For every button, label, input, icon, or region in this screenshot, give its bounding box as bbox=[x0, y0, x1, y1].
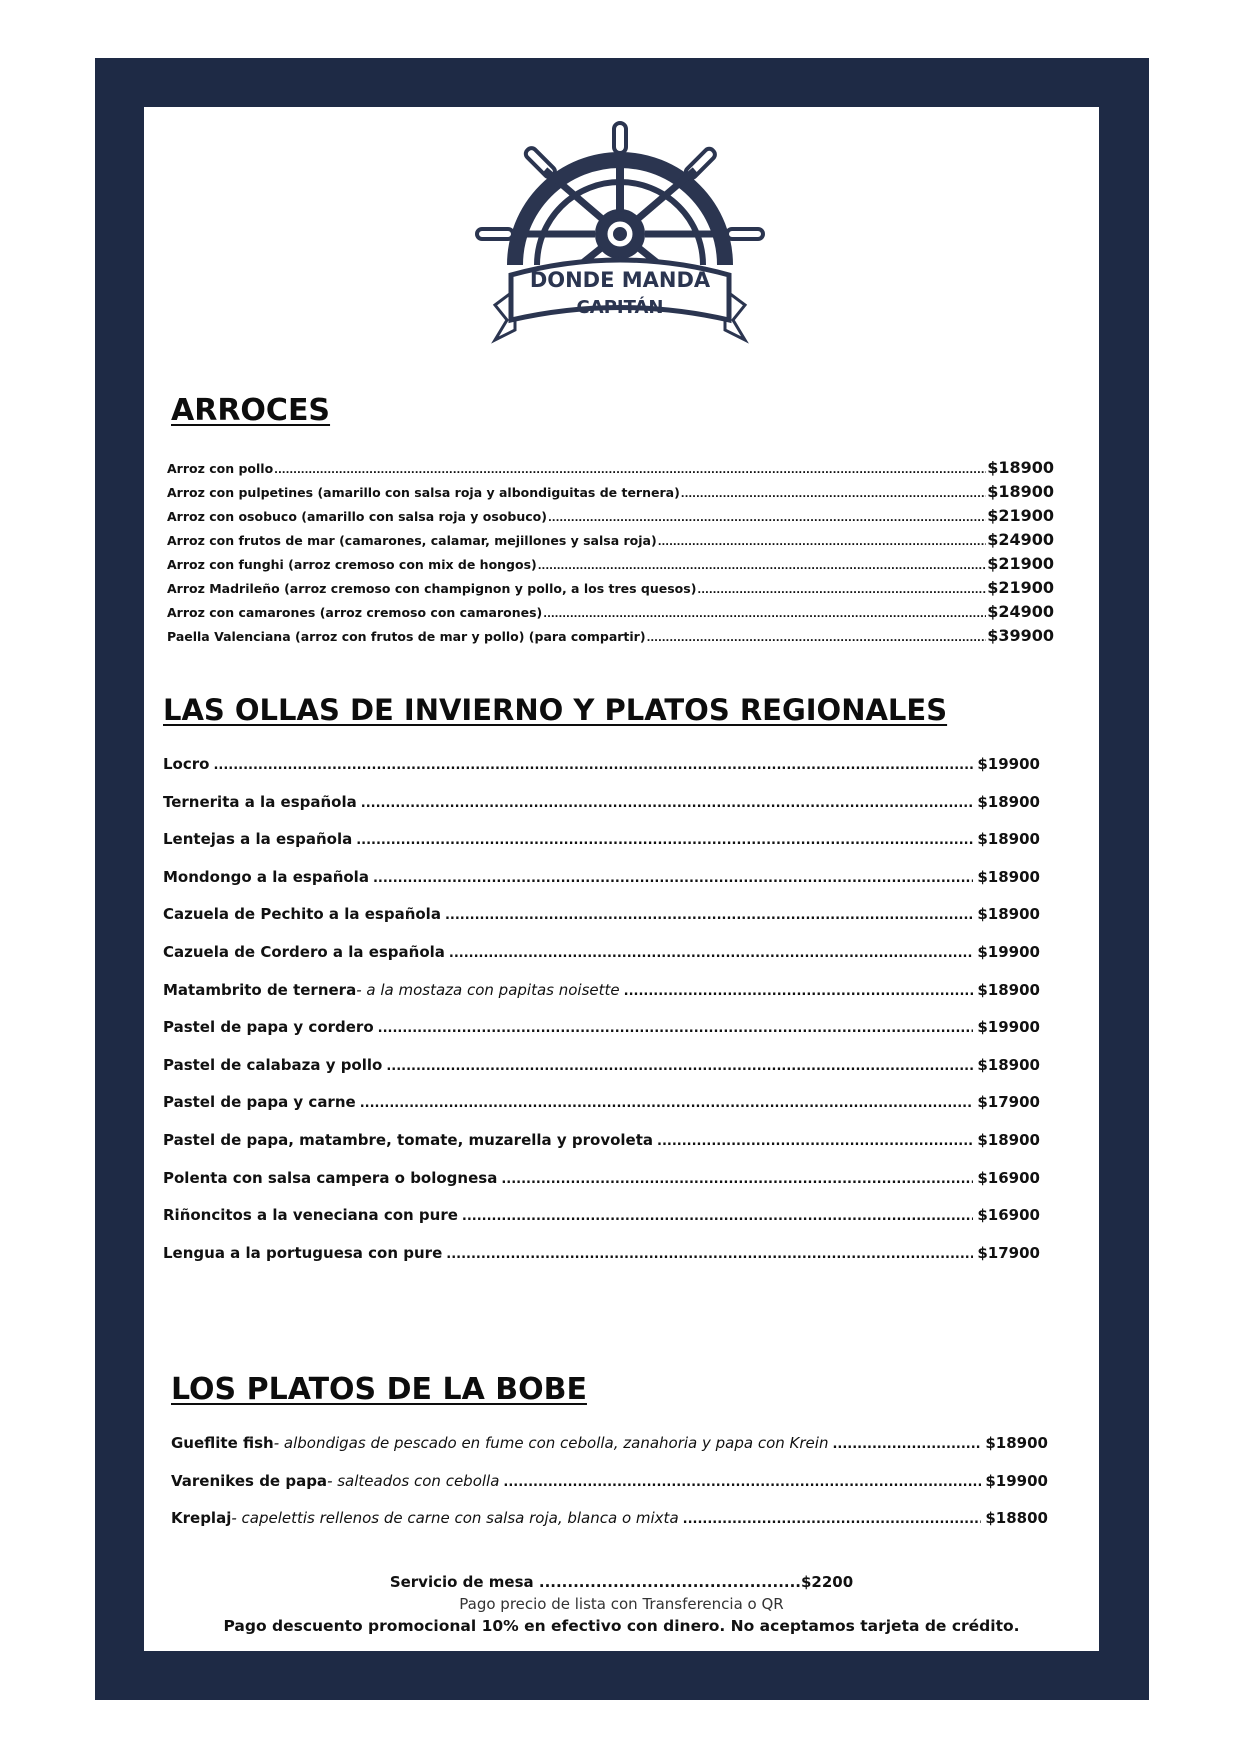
menu-item bbox=[163, 905, 1040, 943]
menu-item-name: Cazuela de Cordero a la española bbox=[163, 942, 445, 961]
menu-item bbox=[163, 830, 1040, 868]
section-title-arroces: ARROCES bbox=[171, 393, 331, 428]
arroces-list bbox=[167, 458, 1054, 650]
menu-item-name: Mondongo a la española bbox=[163, 867, 369, 886]
menu-item-price: $24900 bbox=[987, 602, 1054, 621]
menu-item-price: $18900 bbox=[977, 905, 1040, 924]
menu-item-price: $18900 bbox=[977, 830, 1040, 849]
menu-item-price: $18900 bbox=[977, 792, 1040, 811]
dot-leader bbox=[538, 561, 986, 572]
menu-item-name: Arroz con frutos de mar (camarones, calamar, mejillones y salsa roja) bbox=[167, 533, 657, 548]
dot-leader bbox=[462, 1209, 973, 1224]
dot-leader bbox=[543, 609, 986, 620]
dot-leader bbox=[213, 758, 973, 773]
menu-item-name: Arroz con camarones (arroz cremoso con camarones) bbox=[167, 605, 543, 620]
menu-item-price: $18900 bbox=[977, 980, 1040, 999]
menu-item-name: Arroz Madrileño (arroz cremoso con champignon y pollo, a los tres quesos) bbox=[167, 581, 697, 596]
menu-item-price: $19900 bbox=[985, 1471, 1048, 1490]
menu-item-name: Gueflite fish bbox=[171, 1434, 274, 1452]
dot-leader bbox=[548, 513, 986, 524]
menu-item-price: $18900 bbox=[985, 1434, 1048, 1452]
menu-item-name: Lengua a la portuguesa con pure bbox=[163, 1243, 443, 1262]
menu-item-description: - salteados con cebolla bbox=[327, 1471, 500, 1490]
menu-item bbox=[167, 578, 1054, 602]
ship-wheel-icon bbox=[475, 115, 765, 345]
section-title-ollas: LAS OLLAS DE INVIERNO Y PLATOS REGIONALES bbox=[163, 693, 948, 727]
menu-item-name: Arroz con pollo bbox=[167, 461, 274, 476]
menu-item-price: $18900 bbox=[987, 482, 1054, 501]
menu-item bbox=[163, 868, 1040, 906]
menu-item bbox=[163, 1169, 1040, 1207]
menu-item-name: Polenta con salsa campera o bolognesa bbox=[163, 1168, 498, 1187]
dot-leader bbox=[378, 1021, 974, 1036]
discount-note: Pago descuento promocional 10% en efectivo con dinero. No aceptamos tarjeta de crédito. bbox=[223, 1617, 1020, 1635]
menu-item-name: Cazuela de Pechito a la española bbox=[163, 905, 441, 924]
menu-item bbox=[171, 1434, 1048, 1472]
menu-item-name: Ternerita a la española bbox=[163, 792, 357, 811]
dot-leader bbox=[446, 1247, 973, 1262]
menu-item-description: - capelettis rellenos de carne con salsa roja, blanca o mixta bbox=[231, 1509, 679, 1528]
menu-item-price: $16900 bbox=[977, 1168, 1040, 1187]
menu-item bbox=[163, 1206, 1040, 1244]
dot-leader bbox=[657, 1134, 973, 1149]
menu-item-name: Lentejas a la española bbox=[163, 830, 353, 849]
menu-item bbox=[163, 981, 1040, 1019]
menu-item-name: Arroz con osobuco (amarillo con salsa roja y osobuco) bbox=[167, 509, 547, 524]
logo-line2: CAPITÁN bbox=[576, 297, 664, 318]
dot-leader bbox=[356, 833, 973, 848]
menu-item bbox=[167, 482, 1054, 506]
menu-item-name: Pastel de calabaza y pollo bbox=[163, 1055, 383, 1074]
dot-leader bbox=[832, 1437, 981, 1452]
dot-leader bbox=[624, 984, 974, 999]
dot-leader bbox=[274, 465, 986, 476]
dot-leader bbox=[360, 1096, 974, 1111]
menu-item-name: Arroz con funghi (arroz cremoso con mix de hongos) bbox=[167, 557, 537, 572]
service-line bbox=[144, 1573, 1099, 1591]
menu-item-price: $24900 bbox=[987, 530, 1054, 549]
menu-item-price: $19900 bbox=[977, 755, 1040, 773]
section-title-bobe: LOS PLATOS DE LA BOBE bbox=[171, 1372, 587, 1407]
menu-item-name: Locro bbox=[163, 755, 210, 773]
payment-note: Pago precio de lista con Transferencia o QR bbox=[459, 1595, 784, 1613]
menu-item bbox=[163, 755, 1040, 793]
dot-leader bbox=[683, 1512, 982, 1527]
menu-item bbox=[167, 602, 1054, 626]
menu-item-price: $17900 bbox=[977, 1243, 1040, 1262]
service-price: $2200 bbox=[801, 1573, 854, 1591]
bobe-list bbox=[171, 1434, 1048, 1547]
menu-item-price: $16900 bbox=[977, 1206, 1040, 1225]
menu-item bbox=[163, 1093, 1040, 1131]
menu-item-name: Pastel de papa, matambre, tomate, muzarella y provoleta bbox=[163, 1130, 654, 1149]
menu-item-price: $21900 bbox=[987, 578, 1054, 597]
menu-item bbox=[171, 1509, 1048, 1547]
dot-leader bbox=[386, 1059, 973, 1074]
menu-item-name: Riñoncitos a la veneciana con pure bbox=[163, 1206, 458, 1225]
menu-item-price: $21900 bbox=[987, 554, 1054, 573]
service-label: Servicio de mesa .............................................. bbox=[389, 1573, 801, 1591]
menu-item-price: $18800 bbox=[985, 1509, 1048, 1528]
dot-leader bbox=[647, 633, 987, 644]
menu-item bbox=[163, 793, 1040, 831]
menu-item-price: $18900 bbox=[987, 458, 1054, 477]
menu-item-price: $39900 bbox=[987, 626, 1054, 645]
menu-item bbox=[163, 1244, 1040, 1282]
dot-leader bbox=[445, 908, 973, 923]
menu-item-name: Pastel de papa y cordero bbox=[163, 1018, 374, 1037]
menu-item-price: $21900 bbox=[987, 506, 1054, 525]
dot-leader bbox=[361, 796, 974, 811]
menu-item-name: Varenikes de papa bbox=[171, 1471, 328, 1490]
logo-line1: DONDE MANDA bbox=[529, 268, 711, 292]
menu-item-price: $19900 bbox=[977, 1018, 1040, 1037]
dot-leader bbox=[658, 537, 987, 548]
dot-leader bbox=[501, 1172, 973, 1187]
menu-item-description: - a la mostaza con papitas noisette bbox=[356, 980, 620, 999]
menu-item-name: Arroz con pulpetines (amarillo con salsa roja y albondiguitas de ternera) bbox=[167, 485, 680, 500]
menu-item bbox=[167, 506, 1054, 530]
menu-item bbox=[163, 943, 1040, 981]
menu-item-price: $18900 bbox=[977, 1130, 1040, 1149]
menu-item-name: Paella Valenciana (arroz con frutos de mar y pollo) (para compartir) bbox=[167, 629, 646, 644]
dot-leader bbox=[373, 871, 973, 886]
menu-item bbox=[163, 1018, 1040, 1056]
dot-leader bbox=[681, 489, 986, 500]
menu-item bbox=[167, 530, 1054, 554]
menu-item bbox=[171, 1472, 1048, 1510]
dot-leader bbox=[697, 585, 986, 596]
ship-wheel-logo bbox=[475, 115, 765, 345]
menu-item bbox=[167, 554, 1054, 578]
menu-item-price: $18900 bbox=[977, 867, 1040, 886]
menu-item-name: Kreplaj bbox=[171, 1509, 232, 1528]
menu-item bbox=[167, 626, 1054, 650]
menu-item-price: $18900 bbox=[977, 1055, 1040, 1074]
menu-item bbox=[167, 458, 1054, 482]
menu-item-description: - albondigas de pescado en fume con cebolla, zanahoria y papa con Krein bbox=[273, 1434, 829, 1452]
menu-item-name: Pastel de papa y carne bbox=[163, 1093, 356, 1112]
dot-leader bbox=[449, 946, 973, 961]
menu-item bbox=[163, 1056, 1040, 1094]
menu-item-price: $19900 bbox=[977, 942, 1040, 961]
ollas-list bbox=[163, 755, 1040, 1281]
menu-item-name: Matambrito de ternera bbox=[163, 980, 357, 999]
menu-item bbox=[163, 1131, 1040, 1169]
menu-item-price: $17900 bbox=[977, 1093, 1040, 1112]
dot-leader bbox=[503, 1475, 981, 1490]
